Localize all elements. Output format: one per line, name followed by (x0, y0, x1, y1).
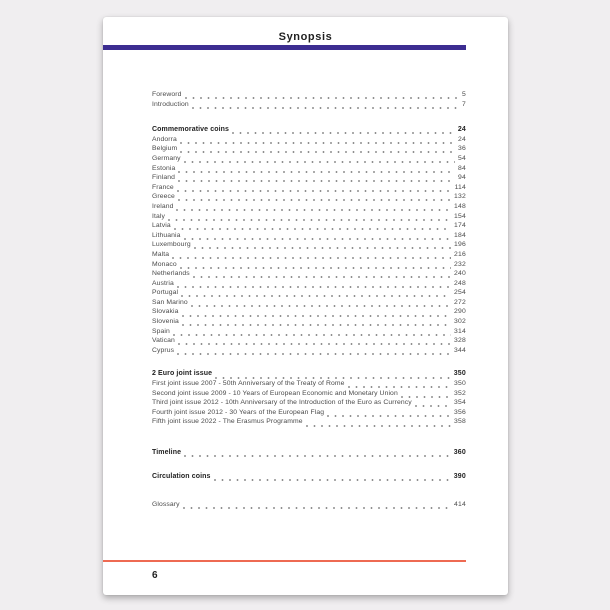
toc-entry-page: 94 (458, 174, 466, 182)
dot-leader (306, 425, 451, 427)
dot-leader (177, 190, 452, 192)
toc-entry-page: 248 (454, 279, 466, 287)
dot-leader (194, 247, 451, 249)
dot-leader (178, 199, 451, 201)
toc-entry-page: 314 (454, 327, 466, 335)
toc-entry-label: Slovakia (152, 308, 179, 316)
toc-row (152, 270, 466, 280)
toc-entry-label: Portugal (152, 289, 179, 297)
toc-entry-label: Fourth joint issue 2012 - 30 Years of the European Flag (152, 408, 325, 416)
toc-row (152, 299, 466, 309)
toc-entry-label: San Marino (152, 298, 188, 306)
dot-leader (178, 343, 451, 345)
toc-entry-page: 302 (454, 318, 466, 326)
toc-row (152, 473, 466, 483)
dot-leader (415, 405, 451, 407)
toc-entry-page: 390 (453, 472, 466, 480)
toc-entry-page: 240 (454, 270, 466, 278)
dot-leader (172, 257, 451, 259)
toc-row (152, 241, 466, 251)
toc-row (152, 418, 466, 428)
toc-row (152, 390, 466, 400)
dot-leader (176, 209, 451, 211)
dot-leader (191, 305, 451, 307)
toc-row (152, 193, 466, 203)
dot-leader (215, 377, 451, 379)
toc-entry-page: 174 (454, 222, 466, 230)
toc-entry-label: Finland (152, 174, 175, 182)
toc-entry-page: 328 (454, 337, 466, 345)
toc-entry-page: 132 (454, 193, 466, 201)
dot-leader (184, 238, 452, 240)
toc-entry-page: 272 (454, 298, 466, 306)
toc-row (152, 91, 466, 101)
dot-leader (182, 315, 452, 317)
dot-leader (173, 334, 451, 336)
toc-entry-label: Greece (152, 193, 175, 201)
toc-entry-page: 216 (454, 250, 466, 258)
toc-entry-label: Foreword (152, 91, 182, 98)
dot-leader (192, 107, 459, 109)
toc-entry-label: Vatican (152, 337, 175, 345)
footer-rule (103, 560, 466, 562)
toc-row (152, 155, 466, 165)
dot-leader (178, 180, 455, 182)
toc-entry-label: Ireland (152, 202, 174, 210)
dot-leader (193, 276, 451, 278)
dot-leader (232, 132, 455, 134)
toc-entry-page: 344 (454, 346, 466, 354)
toc-row (152, 347, 466, 357)
dot-leader (183, 507, 451, 509)
toc-row (152, 213, 466, 223)
toc-entry-label: First joint issue 2007 - 50th Anniversary of the Treaty of Rome (152, 380, 345, 388)
toc-entry-page: 356 (454, 408, 466, 416)
toc-row (152, 399, 466, 409)
toc-entry-page: 358 (454, 418, 466, 426)
dot-leader (180, 142, 455, 144)
toc-entry-label: Monaco (152, 260, 177, 268)
toc-entry-page: 360 (453, 449, 466, 456)
toc-entry-label: Belgium (152, 145, 178, 153)
dot-leader (401, 396, 451, 398)
toc-entry-label: Fifth joint issue 2022 - The Erasmus Programme (152, 418, 303, 426)
toc-entry-page: 54 (458, 154, 466, 162)
toc-entry-label: Netherlands (152, 270, 190, 278)
toc-entry-label: Germany (152, 154, 181, 162)
page-title: Synopsis (278, 31, 333, 43)
toc-entry-label: Spain (152, 327, 170, 335)
toc-entry-label: Italy (152, 212, 165, 220)
toc-entry-label: Introduction (152, 100, 189, 108)
toc-entry-page: 354 (454, 399, 466, 407)
dot-leader (180, 267, 451, 269)
toc-entry-label: France (152, 183, 174, 191)
dot-leader (177, 286, 451, 288)
toc-row (152, 337, 466, 347)
toc-entry-page: 24 (457, 126, 466, 134)
dot-leader (327, 415, 451, 417)
toc-row (152, 165, 466, 175)
toc-entry-label: Estonia (152, 164, 176, 172)
toc-entry-page: 350 (453, 370, 466, 378)
dot-leader (348, 386, 452, 388)
toc-entry-page: 84 (458, 164, 466, 172)
toc-row (152, 222, 466, 232)
toc-entry-page: 36 (458, 145, 466, 153)
toc-row (152, 328, 466, 338)
dot-leader (177, 353, 451, 355)
toc-entry-label: Cyprus (152, 346, 175, 354)
toc-row (152, 184, 466, 194)
toc-row (152, 409, 466, 419)
toc-row (152, 251, 466, 261)
book-page (103, 17, 508, 595)
toc-entry-label: 2 Euro joint issue (152, 370, 213, 378)
toc-entry-page: 290 (454, 308, 466, 316)
toc-row (152, 308, 466, 318)
dot-leader (180, 151, 455, 153)
toc-entry-label: Commemorative coins (152, 126, 229, 134)
toc-entry-page: 184 (454, 231, 466, 239)
toc-row (152, 380, 466, 390)
dot-leader (214, 479, 451, 481)
toc-row (152, 232, 466, 242)
page-number: 6 (152, 570, 158, 581)
toc-row (152, 370, 466, 380)
dot-leader (184, 161, 455, 163)
toc-entry-label: Lithuania (152, 231, 181, 239)
table-of-contents (152, 91, 466, 511)
toc-row (152, 101, 466, 111)
toc-row (152, 280, 466, 290)
header-rule (103, 45, 466, 50)
toc-entry-page: 232 (454, 260, 466, 268)
toc-entry-page: 7 (462, 100, 466, 108)
toc-entry-label: Austria (152, 279, 174, 287)
toc-row (152, 318, 466, 328)
toc-row (152, 289, 466, 299)
toc-entry-label: Slovenia (152, 318, 179, 326)
toc-row (152, 261, 466, 271)
dot-leader (181, 295, 451, 297)
dot-leader (178, 171, 455, 173)
toc-entry-label: Luxembourg (152, 241, 191, 249)
toc-row (152, 501, 466, 511)
dot-leader (168, 219, 451, 221)
toc-entry-label: Andorra (152, 135, 177, 143)
toc-entry-page: 5 (462, 91, 466, 98)
toc-entry-label: Second joint issue 2009 - 10 Years of European Economic and Monetary Union (152, 389, 398, 397)
dot-leader (182, 324, 451, 326)
toc-entry-label: Third joint issue 2012 - 10th Anniversary of the Introduction of the Euro as Currency (152, 399, 412, 407)
toc-row (152, 449, 466, 459)
toc-entry-page: 350 (454, 380, 466, 388)
toc-entry-page: 352 (454, 389, 466, 397)
toc-entry-page: 154 (454, 212, 466, 220)
toc-row (152, 203, 466, 213)
toc-entry-page: 196 (454, 241, 466, 249)
toc-entry-label: Latvia (152, 222, 171, 230)
toc-entry-page: 24 (458, 135, 466, 143)
toc-entry-label: Timeline (152, 449, 182, 456)
toc-entry-page: 254 (454, 289, 466, 297)
toc-row (152, 174, 466, 184)
toc-row (152, 145, 466, 155)
toc-row (152, 126, 466, 136)
toc-entry-label: Glossary (152, 501, 180, 509)
toc-entry-label: Malta (152, 250, 170, 258)
toc-entry-page: 114 (454, 183, 466, 191)
toc-row (152, 136, 466, 146)
dot-leader (174, 228, 451, 230)
toc-entry-page: 414 (454, 501, 466, 509)
toc-entry-label: Circulation coins (152, 472, 211, 480)
dot-leader (184, 455, 451, 457)
toc-entry-page: 148 (454, 202, 466, 210)
dot-leader (185, 97, 460, 99)
